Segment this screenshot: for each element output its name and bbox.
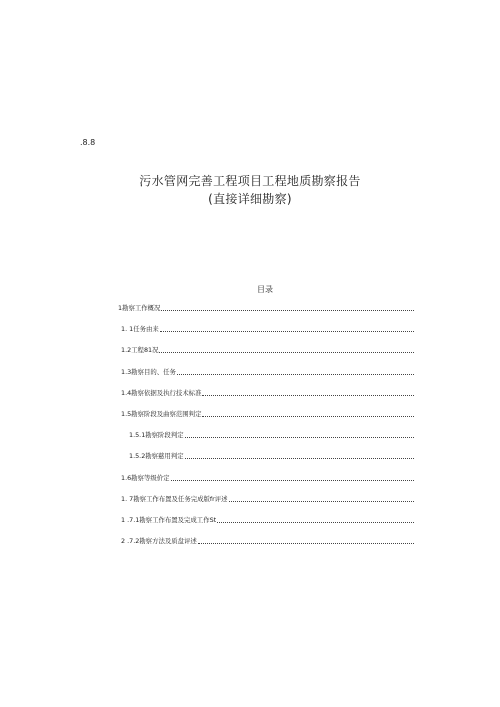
- toc-entry-label: 1.6勘察等级价定: [121, 473, 170, 482]
- dot-leader: [198, 543, 414, 544]
- dot-leader: [177, 374, 414, 375]
- toc-entry: [118, 474, 414, 483]
- toc-entry-label: 1勘察工作概况: [118, 304, 161, 312]
- toc-entry: [118, 410, 414, 419]
- toc-entry: [118, 389, 414, 398]
- toc-entry-label: 1.3勘察目的、任务: [121, 367, 176, 376]
- toc-entry-label: 1.2工程81况: [121, 346, 159, 355]
- toc-entry: [118, 516, 414, 525]
- dot-leader: [171, 480, 414, 481]
- toc-entry-label: 1.5勘察阶段及曲察范围判定: [121, 409, 202, 418]
- page-number: .8.8: [80, 138, 96, 147]
- dot-leader: [185, 458, 414, 459]
- dot-leader: [217, 522, 414, 523]
- dot-leader: [159, 352, 414, 353]
- toc-entry-label: 1 .7.1勘察工作布置及完成工作St: [121, 515, 217, 524]
- toc-entry-label: 1.5.2勘察慈用判定: [129, 452, 184, 461]
- toc-entry: [118, 325, 414, 334]
- toc-entry-label: 2 .7.2勘察方法及质盘评述: [121, 537, 197, 546]
- dot-leader: [161, 310, 414, 311]
- toc-entry: [118, 368, 414, 377]
- toc-entry-label: 1. 1任务由来: [121, 325, 159, 334]
- toc-entry: [118, 452, 414, 461]
- report-title: 污水管网完善工程项目工程地质勘察报告: [139, 174, 361, 188]
- toc-entry-label: 1.4勘察依据及执行技术标准: [121, 388, 202, 397]
- dot-leader: [202, 395, 414, 396]
- table-of-contents: [118, 304, 414, 558]
- report-subtitle: (直接详细勘察): [208, 192, 292, 206]
- dot-leader: [202, 416, 414, 417]
- toc-heading: 目录: [257, 285, 273, 294]
- toc-entry: [118, 537, 414, 546]
- toc-entry: [118, 495, 414, 504]
- toc-entry-label: 1.5.1勘察阶段判定: [129, 431, 184, 440]
- dot-leader: [160, 331, 414, 332]
- toc-entry: [118, 304, 414, 313]
- dot-leader: [229, 501, 414, 502]
- dot-leader: [185, 437, 414, 438]
- toc-entry: [118, 346, 414, 355]
- toc-entry: [118, 431, 414, 440]
- toc-entry-label: 1. 7勘察工作布置及任务完成版fr评述: [121, 494, 228, 503]
